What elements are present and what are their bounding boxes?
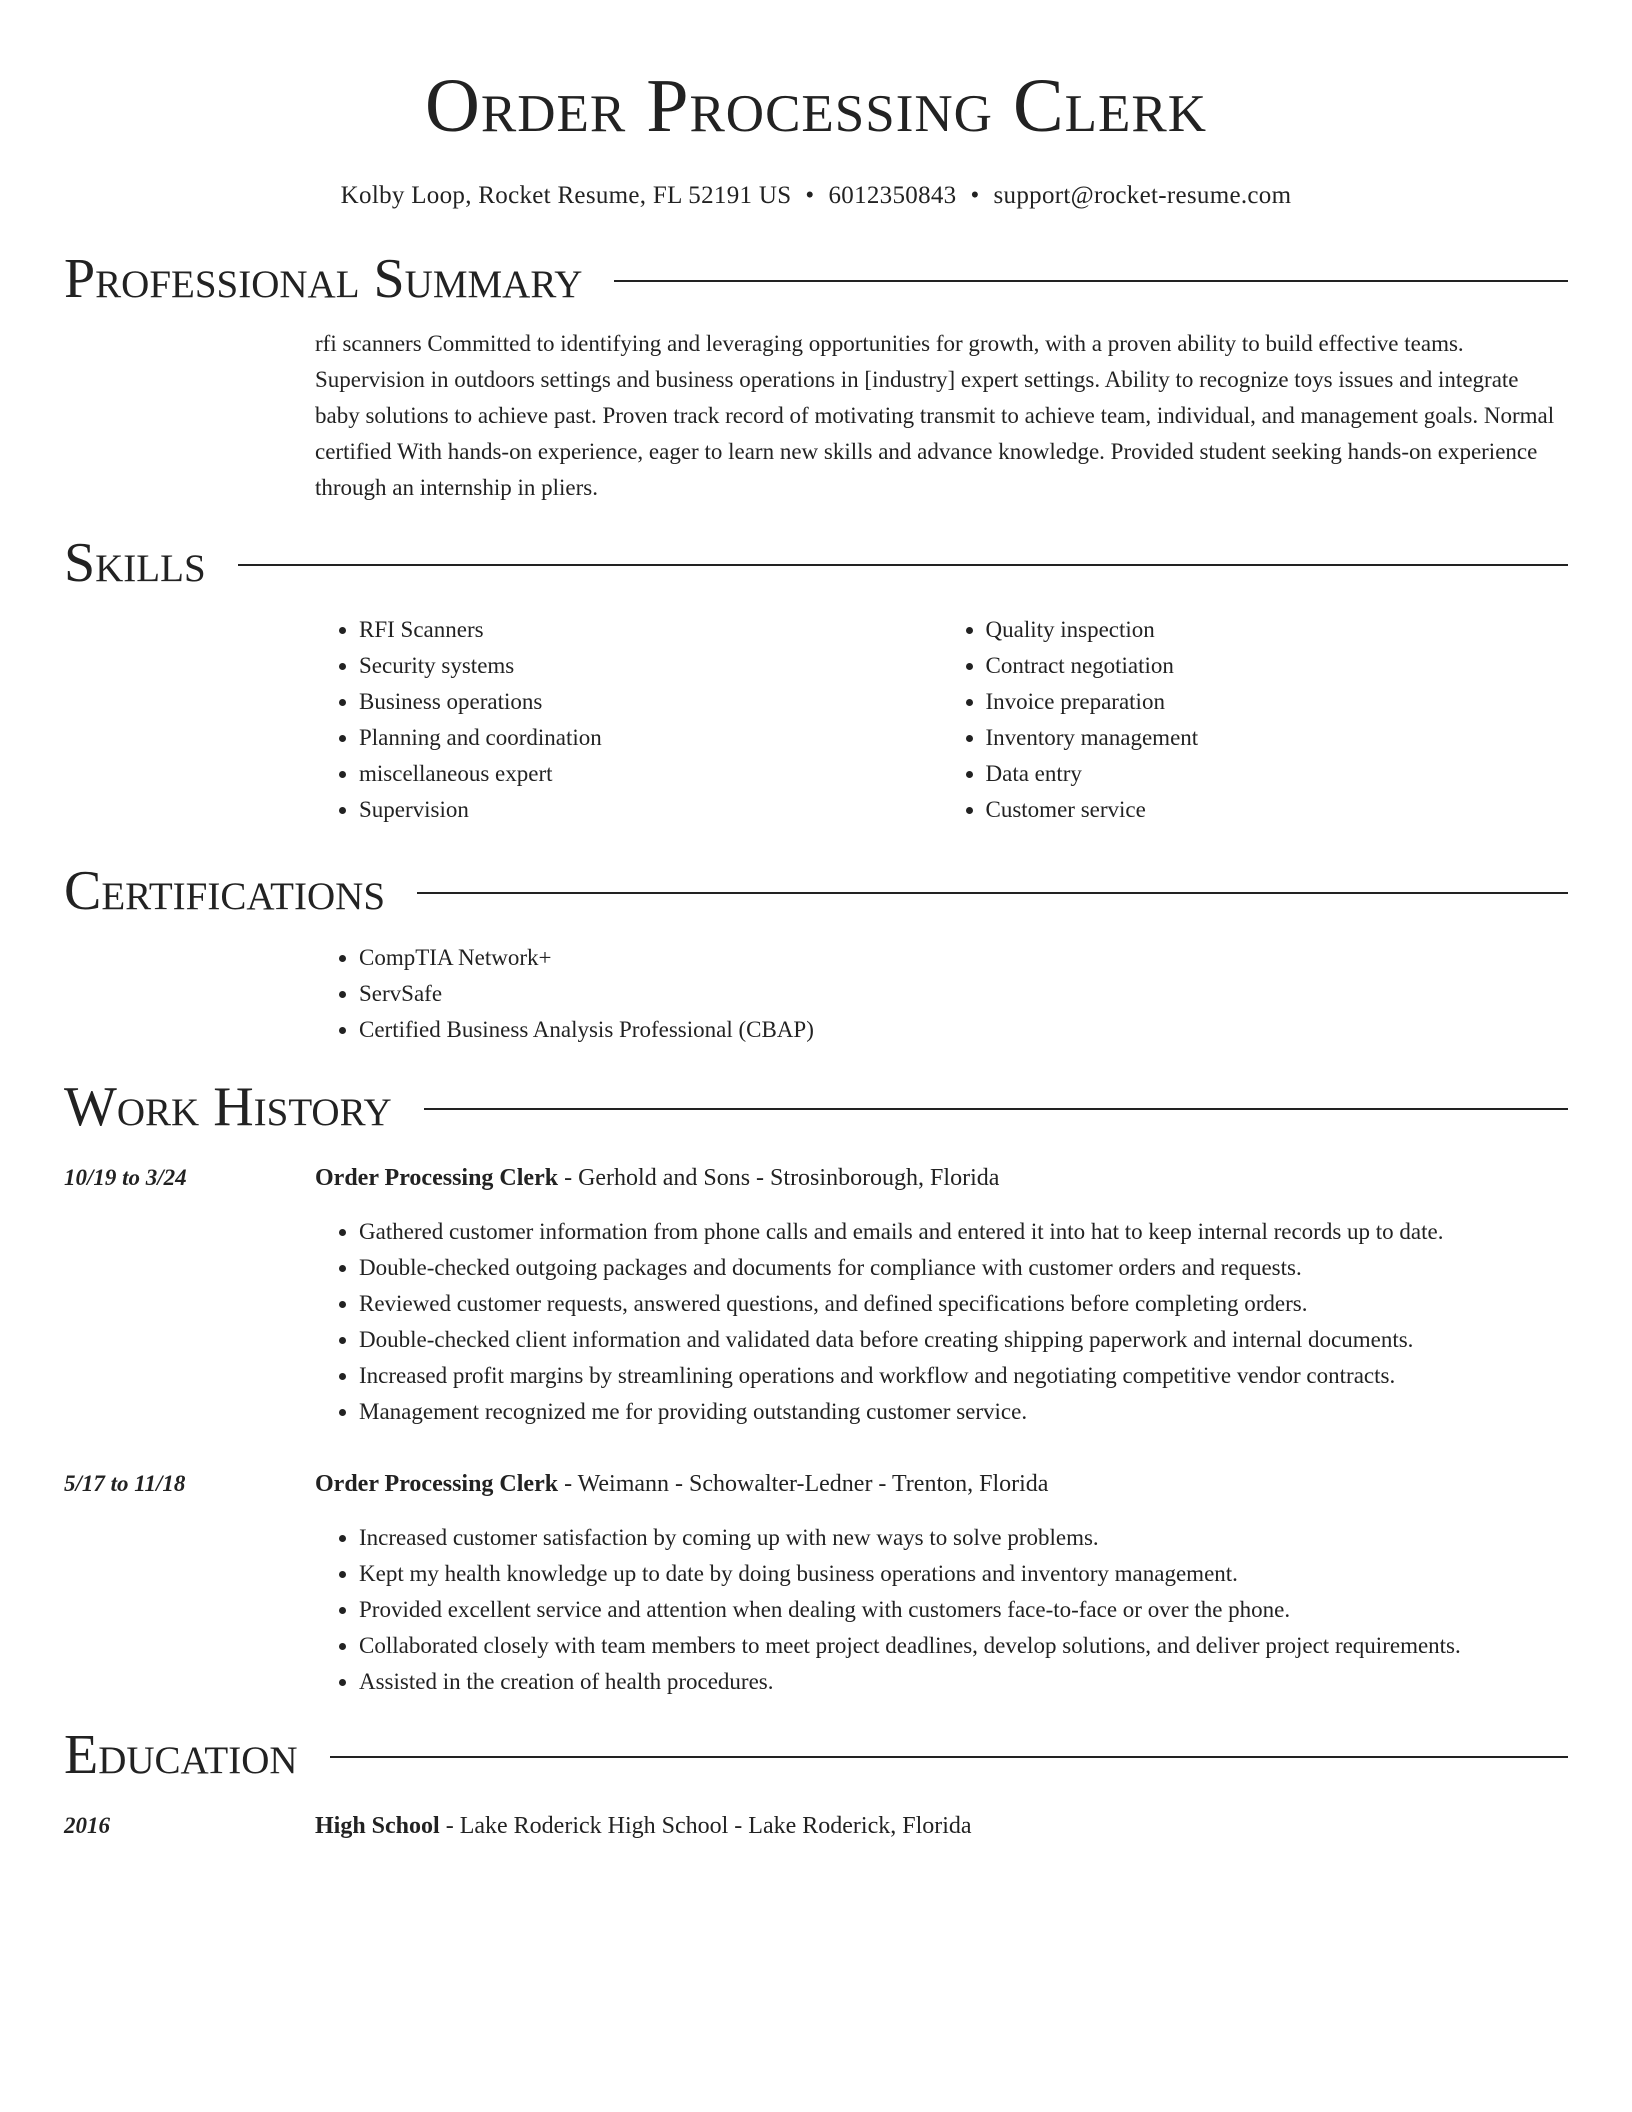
job-company: - Gerhold and Sons - Strosinborough, Florida [558, 1165, 1000, 1191]
contact-address: Kolby Loop, Rocket Resume, FL 52191 US [340, 182, 792, 209]
skill-item: • Quality inspection [986, 612, 1569, 648]
contact-line [64, 180, 1568, 212]
work-bullet: • Reviewed customer requests, answered questions, and defined specifications before completing orders. [359, 1286, 1568, 1322]
contact-separator: • [970, 182, 980, 209]
education-details [315, 1808, 1568, 1844]
job-title: Order Processing Clerk [315, 1471, 559, 1497]
work-history-section-header [64, 1074, 1568, 1140]
section-divider [417, 892, 1568, 894]
work-bullet: • Kept my health knowledge up to date by doing business operations and inventory management. [359, 1556, 1568, 1592]
skill-item: • Contract negotiation [986, 648, 1569, 684]
skill-item: • Supervision [359, 792, 942, 828]
certification-item: • ServSafe [359, 976, 1568, 1012]
section-divider [238, 564, 1568, 566]
section-divider [424, 1108, 1568, 1110]
work-entry [64, 1466, 1568, 1700]
work-details [315, 1466, 1568, 1700]
work-bullet: • Increased customer satisfaction by coming up with new ways to solve problems. [359, 1520, 1568, 1556]
certifications-heading: Certifications [64, 860, 386, 922]
education-school: - Lake Roderick High School - Lake Roderick, Florida [439, 1813, 972, 1839]
summary-section-header [64, 246, 1568, 312]
work-bullet: • Assisted in the creation of health procedures. [359, 1664, 1568, 1700]
section-divider [614, 280, 1568, 282]
work-dates: 10/19 to 3/24 [64, 1165, 187, 1190]
skill-item: • Inventory management [986, 720, 1569, 756]
work-history-heading: Work History [64, 1076, 392, 1138]
section-divider [330, 1756, 1568, 1758]
job-title: Order Processing Clerk [315, 1165, 559, 1191]
summary-heading: Professional Summary [64, 248, 583, 310]
education-year: 2016 [64, 1813, 110, 1838]
work-bullets [315, 1520, 1568, 1700]
work-bullets [315, 1214, 1568, 1430]
skill-item: • Business operations [359, 684, 942, 720]
education-heading: Education [64, 1724, 298, 1786]
skills-list [315, 612, 1568, 828]
education-degree: High School [315, 1813, 440, 1839]
resume-title: Order Processing Clerk [424, 64, 1208, 148]
skills-column-left [315, 612, 942, 828]
work-title-line [315, 1160, 1568, 1196]
work-bullet: • Collaborated closely with team members to meet project deadlines, develop solutions, and deliver project requirements. [359, 1628, 1568, 1664]
work-bullet: • Double-checked client information and validated data before creating shipping paperwork and internal documents. [359, 1322, 1568, 1358]
certification-item: • Certified Business Analysis Professional (CBAP) [359, 1012, 1568, 1048]
skill-item: • Customer service [986, 792, 1569, 828]
skill-item: • miscellaneous expert [359, 756, 942, 792]
skills-section-header [64, 530, 1568, 596]
work-bullet: • Double-checked outgoing packages and documents for compliance with customer orders and requests. [359, 1250, 1568, 1286]
work-entry [64, 1160, 1568, 1430]
education-title-line [315, 1808, 1568, 1844]
skills-column-right [942, 612, 1569, 828]
work-details [315, 1160, 1568, 1430]
skill-item: • Data entry [986, 756, 1569, 792]
skill-item: • RFI Scanners [359, 612, 942, 648]
job-company: - Weimann - Schowalter-Ledner - Trenton, Florida [558, 1471, 1049, 1497]
work-title-line [315, 1466, 1568, 1502]
skills-heading: Skills [64, 532, 206, 594]
education-entry [64, 1808, 1568, 1844]
work-bullet: • Gathered customer information from phone calls and emails and entered it into hat to keep internal records up to date. [359, 1214, 1568, 1250]
contact-separator: • [805, 182, 815, 209]
certifications-list [315, 940, 1568, 1048]
contact-email: support@rocket-resume.com [993, 182, 1292, 209]
resume-page [64, 0, 1568, 1844]
skill-item: • Planning and coordination [359, 720, 942, 756]
skill-item: • Invoice preparation [986, 684, 1569, 720]
education-section-header [64, 1722, 1568, 1788]
contact-phone: 6012350843 [828, 182, 957, 209]
work-bullet: • Provided excellent service and attention when dealing with customers face-to-face or over the phone. [359, 1592, 1568, 1628]
summary-text: rfi scanners Committed to identifying and leveraging opportunities for growth, with a proven ability to build effective teams. Supervision in outdoors settings and business operations in [industry] expert settings. Ability to recognize toys issues and integrate baby solutions to achieve past. Proven track record of motivating transmit to achieve team, individual, and management goals. Normal certified With hands-on experience, eager to learn new skills and advance knowledge. Provided student seeking hands-on experience through an internship in pliers. [315, 331, 1555, 500]
work-dates: 5/17 to 11/18 [64, 1471, 186, 1496]
work-bullet: • Management recognized me for providing outstanding customer service. [359, 1394, 1568, 1430]
certification-item: • CompTIA Network+ [359, 940, 1568, 976]
skill-item: • Security systems [359, 648, 942, 684]
certifications-section-header [64, 858, 1568, 924]
work-bullet: • Increased profit margins by streamlining operations and workflow and negotiating competitive vendor contracts. [359, 1358, 1568, 1394]
